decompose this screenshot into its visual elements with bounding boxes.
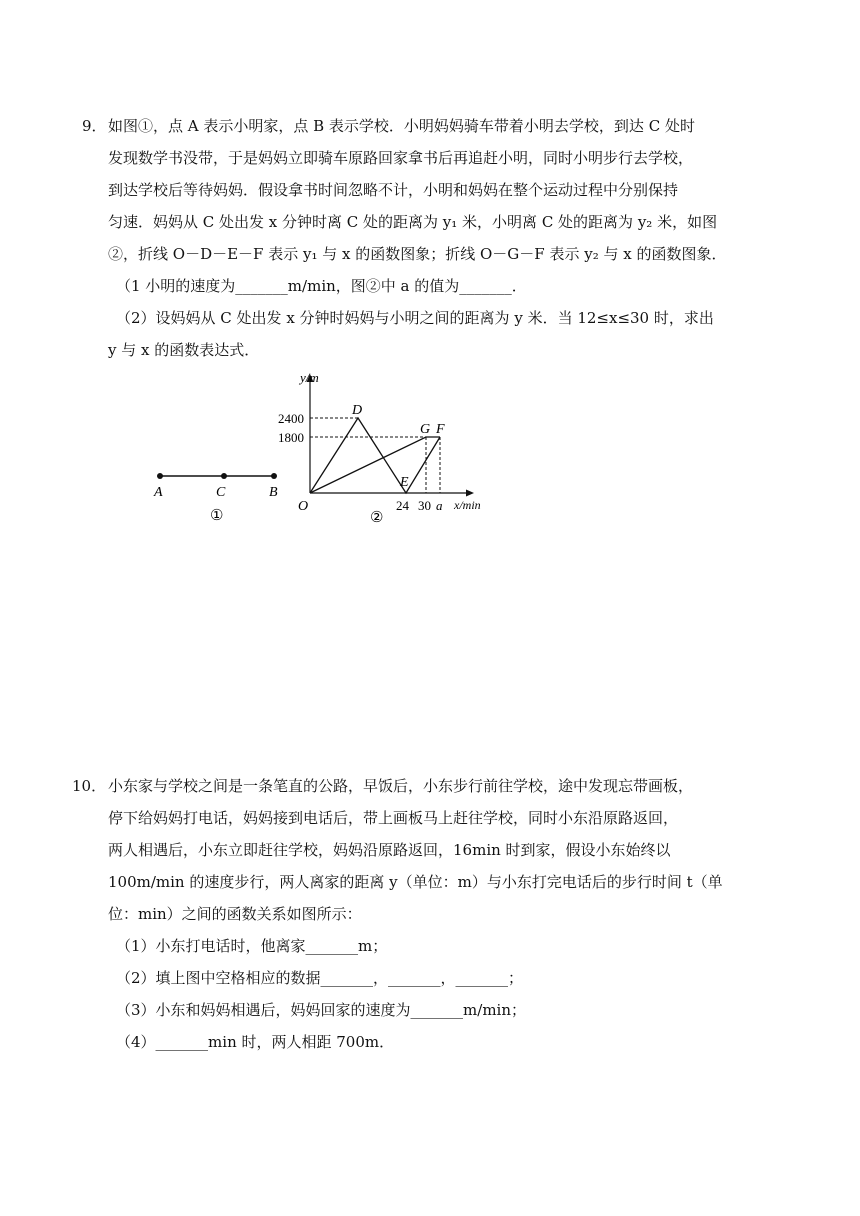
y-tick-2400: 2400 xyxy=(278,411,304,426)
label-a: A xyxy=(154,485,163,500)
problem-10-number: 10． xyxy=(72,777,107,795)
problem-10-line-1: 小东家与学校之间是一条笔直的公路，早饭后，小东步行前往学校，途中发现忘带画板， xyxy=(108,777,694,795)
x-axis-arrow xyxy=(466,490,474,497)
problem-10-question-1: （1）小东打电话时，他离家_______m； xyxy=(116,937,388,955)
x-tick-30: 30 xyxy=(418,498,431,513)
problem-9-number: 9． xyxy=(82,117,107,135)
problem-10-question-3: （3）小东和妈妈相遇后，妈妈回家的速度为_______m/min； xyxy=(116,1001,527,1019)
problem-10-line-4: 100m/min 的速度步行，两人离家的距离 y（单位：m）与小东打完电话后的步行时间 t（单 xyxy=(108,873,723,891)
problem-9-line-3: 到达学校后等待妈妈．假设拿书时间忽略不计，小明和妈妈在整个运动过程中分别保持 xyxy=(108,181,679,199)
problem-10 xyxy=(72,770,748,1058)
problem-9-line-1: 如图①，点 A 表示小明家，点 B 表示学校．小明妈妈骑车带着小明去学校，到达 C 处时 xyxy=(108,117,695,135)
problem-9-line-5: ②，折线 O－D－E－F 表示 y₁ 与 x 的函数图象；折线 O－G－F 表示 y₂ 与 x 的函数图象． xyxy=(108,245,727,263)
x-tick-24: 24 xyxy=(396,498,409,513)
label-b: B xyxy=(269,485,278,500)
point-g-label: G xyxy=(420,422,431,437)
point-a xyxy=(157,473,163,479)
problem-9-line-2: 发现数学书没带，于是妈妈立即骑车原路回家拿书后再追赶小明，同时小明步行去学校， xyxy=(108,149,694,167)
problem-10-question-2: （2）填上图中空格相应的数据_______，_______，_______； xyxy=(116,969,524,987)
problem-9-question-1: （1 小明的速度为_______m/min，图②中 a 的值为_______． xyxy=(116,277,527,295)
problem-9 xyxy=(82,110,748,366)
y-axis-label: y/m xyxy=(300,370,319,385)
problem-9-line-4: 匀速．妈妈从 C 处出发 x 分钟时离 C 处的距离为 y₁ 米，小明离 C 处的距离为 y₂ 米，如图 xyxy=(108,213,718,231)
problem-10-line-5: 位：min）之间的函数关系如图所示： xyxy=(108,905,362,923)
point-f-label: F xyxy=(436,422,445,437)
x-axis-label: x/min xyxy=(454,498,481,512)
x-tick-a: a xyxy=(436,498,443,513)
label-c: C xyxy=(216,485,226,500)
figure-2-caption: ② xyxy=(370,510,384,526)
figure-1-caption: ① xyxy=(210,508,224,524)
problem-10-question-4: （4）_______min 时，两人相距 700m． xyxy=(116,1033,395,1051)
figure-2 xyxy=(270,368,500,533)
y-tick-1800: 1800 xyxy=(278,430,304,445)
problem-9-question-2: （2）设妈妈从 C 处出发 x 分钟时妈妈与小明之间的距离为 y 米．当 12≤x≤30 时，求出 xyxy=(116,309,714,327)
point-e-label: E xyxy=(400,475,409,490)
problem-9-question-2-cont: y 与 x 的函数表达式． xyxy=(108,341,260,359)
problem-10-line-2: 停下给妈妈打电话，妈妈接到电话后，带上画板马上赶往学校，同时小东沿原路返回， xyxy=(108,809,679,827)
figure-1 xyxy=(148,440,288,530)
origin-label: O xyxy=(298,499,309,514)
point-c xyxy=(221,473,227,479)
problem-10-line-3: 两人相遇后，小东立即赶往学校，妈妈沿原路返回，16min 时到家，假设小东始终以 xyxy=(108,841,671,859)
point-d-label: D xyxy=(352,403,363,418)
